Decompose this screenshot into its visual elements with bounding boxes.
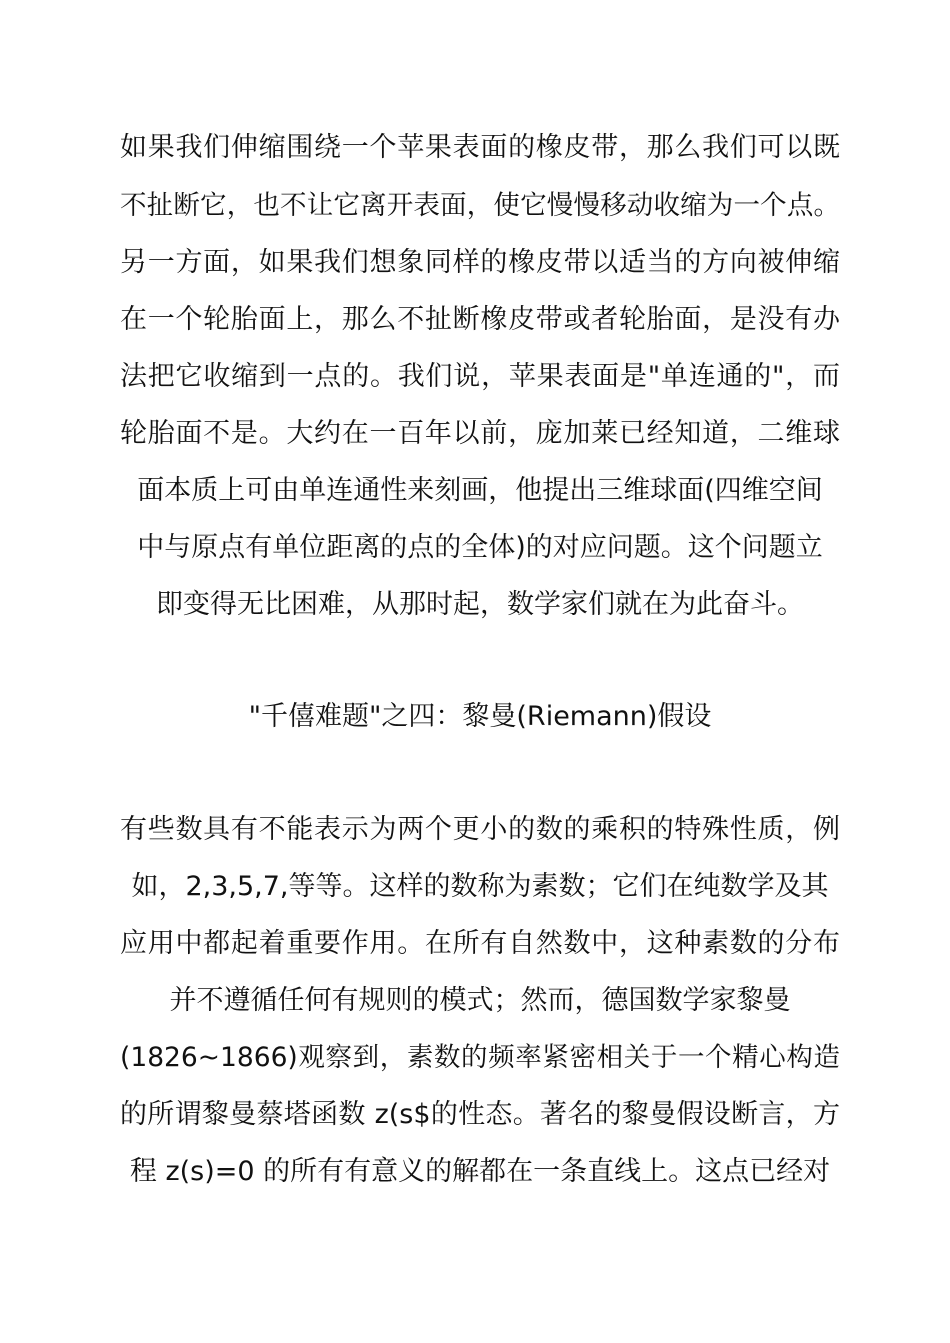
- paragraph-line: 有些数具有不能表示为两个更小的数的乘积的特殊性质，例: [120, 814, 840, 845]
- paragraph-line: 法把它收缩到一点的。我们说，苹果表面是"单连通的"，而: [120, 361, 840, 392]
- paragraph-line: 的所谓黎曼蔡塔函数 z(s$的性态。著名的黎曼假设断言，方: [120, 1099, 840, 1130]
- paragraph-line: 不扯断它，也不让它离开表面，使它慢慢移动收缩为一个点。: [120, 190, 840, 221]
- paragraph-line: 另一方面，如果我们想象同样的橡皮带以适当的方向被伸缩: [120, 247, 840, 278]
- paragraph-line: 即变得无比困难，从那时起，数学家们就在为此奋斗。: [156, 589, 804, 620]
- paragraph-line: 如果我们伸缩围绕一个苹果表面的橡皮带，那么我们可以既: [120, 132, 840, 163]
- paragraph-line: 轮胎面不是。大约在一百年以前，庞加莱已经知道，二维球: [120, 418, 840, 449]
- paragraph-line: 中与原点有单位距离的点的全体)的对应问题。这个问题立: [137, 532, 823, 563]
- paragraph-line: (1826~1866)观察到，素数的频率紧密相关于一个精心构造: [120, 1042, 840, 1073]
- paragraph-line: 面本质上可由单连通性来刻画，他提出三维球面(四维空间: [137, 475, 823, 506]
- paragraph-line: 在一个轮胎面上，那么不扯断橡皮带或者轮胎面，是没有办: [120, 304, 840, 335]
- paragraph-line: 如，2,3,5,7,等等。这样的数称为素数；它们在纯数学及其: [131, 871, 829, 902]
- section-heading: "千僖难题"之四：黎曼(Riemann)假设: [248, 701, 712, 732]
- paragraph-line: 并不遵循任何有规则的模式；然而，德国数学家黎曼: [169, 985, 791, 1016]
- paragraph-line: 应用中都起着重要作用。在所有自然数中，这种素数的分布: [120, 928, 840, 959]
- paragraph-line: 程 z(s)=0 的所有有意义的解都在一条直线上。这点已经对: [129, 1156, 831, 1187]
